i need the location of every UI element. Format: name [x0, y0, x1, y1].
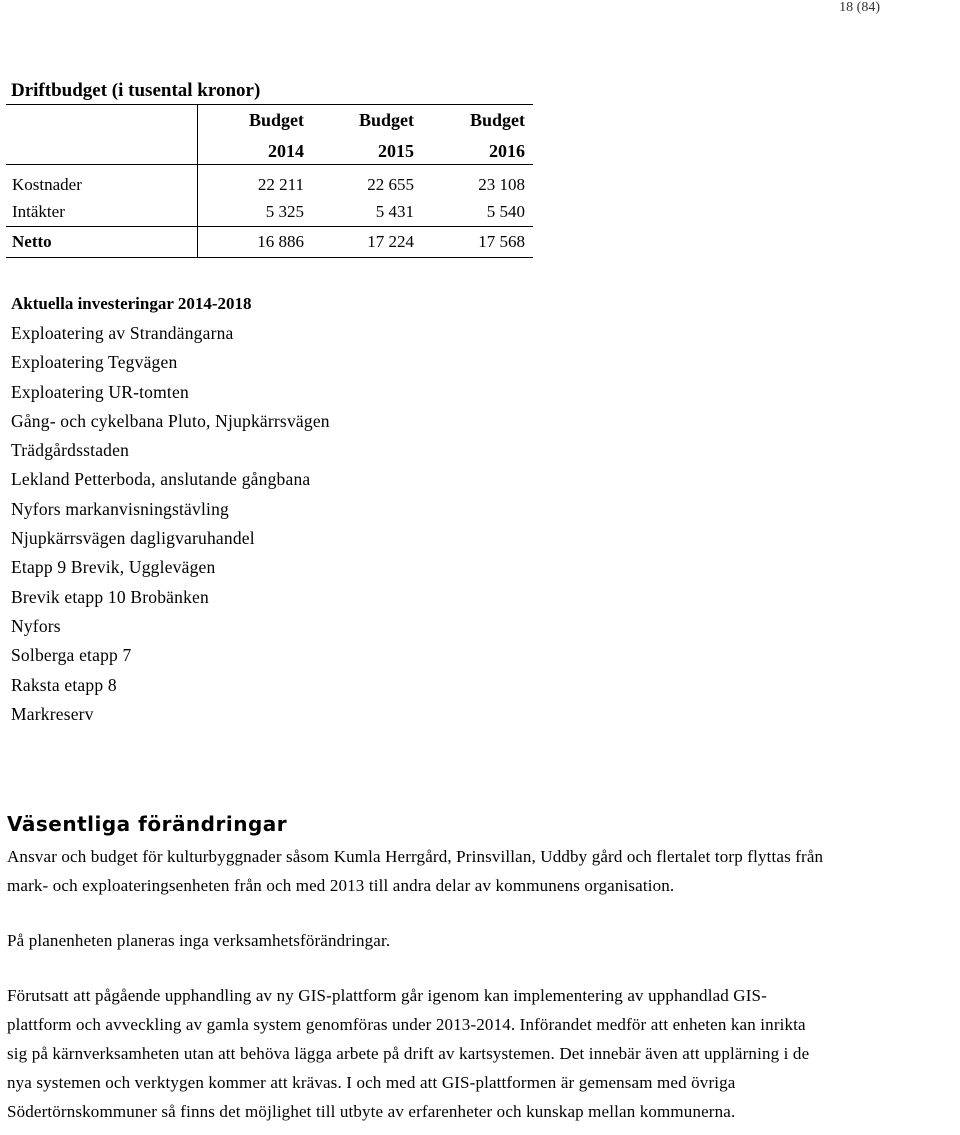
- paragraph-culture-buildings: [7, 842, 957, 900]
- text-line: Ansvar och budget för kulturbyggnader såsom Kumla Herrgård, Prinsvillan, Uddby gård och flertalet torp flyttas från: [7, 847, 824, 866]
- text-line: mark- och exploateringsenheten från och med 2013 till andra delar av kommunens organisation.: [7, 876, 675, 895]
- table-row-total: [6, 226, 533, 257]
- list-item: Trädgårdsstaden: [11, 440, 130, 461]
- budget-title: Driftbudget (i tusental kronor): [11, 80, 261, 101]
- table-cell: 5 325: [265, 202, 304, 221]
- table-cell: 5 540: [486, 202, 525, 221]
- table-header-row: [6, 105, 533, 136]
- table-cell: 16 886: [257, 232, 304, 251]
- row-label: Intäkter: [12, 202, 65, 221]
- text-line: Förutsatt att pågående upphandling av ny GIS-plattform går igenom kan implementering av upphandlad GIS-: [7, 986, 767, 1005]
- investments-list: [11, 319, 330, 729]
- column-header: Budget: [358, 110, 414, 130]
- list-item: Exploatering Tegvägen: [11, 352, 178, 373]
- list-item: Exploatering UR-tomten: [11, 381, 189, 402]
- column-year: 2016: [489, 141, 525, 161]
- changes-section: [7, 812, 957, 1126]
- column-year: 2015: [378, 141, 414, 161]
- list-item: Markreserv: [11, 703, 94, 724]
- row-label: Netto: [12, 232, 52, 251]
- table-header-row: [6, 136, 533, 165]
- text-line: sig på kärnverksamheten utan att behöva lägga arbete på drift av kartsystemen. Det innebär även att upplärning i de: [7, 1044, 810, 1063]
- list-item: Lekland Petterboda, anslutande gångbana: [11, 469, 311, 490]
- table-cell: 17 224: [367, 232, 414, 251]
- table-cell: 17 568: [478, 232, 525, 251]
- text-line: Södertörnskommuner så finns det möjlighet till utbyte av erfarenheter och kunskap mellan kommunerna.: [7, 1102, 736, 1121]
- investments-section: [11, 294, 330, 729]
- text-line: plattform och avveckling av gamla system genomföras under 2013-2014. Införandet medför att enheten kan inrikta: [7, 1015, 806, 1034]
- list-item: Solberga etapp 7: [11, 645, 132, 666]
- table-row: [6, 165, 533, 197]
- column-header: Budget: [248, 110, 304, 130]
- list-item: Raksta etapp 8: [11, 674, 117, 695]
- list-item: Brevik etapp 10 Brobänken: [11, 586, 209, 607]
- page-number: 18 (84): [839, 0, 880, 15]
- changes-heading: Väsentliga förändringar: [7, 812, 288, 836]
- list-item: Exploatering av Strandängarna: [11, 323, 234, 343]
- paragraph-planning-unit: [7, 926, 957, 955]
- column-header: Budget: [469, 110, 525, 130]
- list-item: Nyfors markanvisningstävling: [11, 498, 230, 519]
- table-cell: 5 431: [375, 202, 414, 221]
- list-item: Nyfors: [11, 615, 61, 636]
- list-item: Njupkärrsvägen dagligvaruhandel: [11, 528, 255, 549]
- text-line: På planenheten planeras inga verksamhetsförändringar.: [7, 931, 391, 950]
- investments-heading: Aktuella investeringar 2014-2018: [11, 294, 252, 313]
- table-cell: 22 211: [257, 175, 304, 194]
- budget-table: [6, 104, 533, 258]
- list-item: Gång- och cykelbana Pluto, Njupkärrsvägen: [11, 410, 330, 431]
- list-item: Etapp 9 Brevik, Ugglevägen: [11, 557, 216, 578]
- column-year: 2014: [268, 141, 304, 161]
- paragraph-gis-platform: [7, 981, 957, 1126]
- table-cell: 22 655: [367, 175, 414, 194]
- row-label: Kostnader: [12, 175, 82, 194]
- table-row: [6, 197, 533, 226]
- table-cell: 23 108: [478, 175, 525, 194]
- text-line: nya systemen och verktygen kommer att krävas. I och med att GIS-plattformen är gemensam med övriga: [7, 1073, 736, 1092]
